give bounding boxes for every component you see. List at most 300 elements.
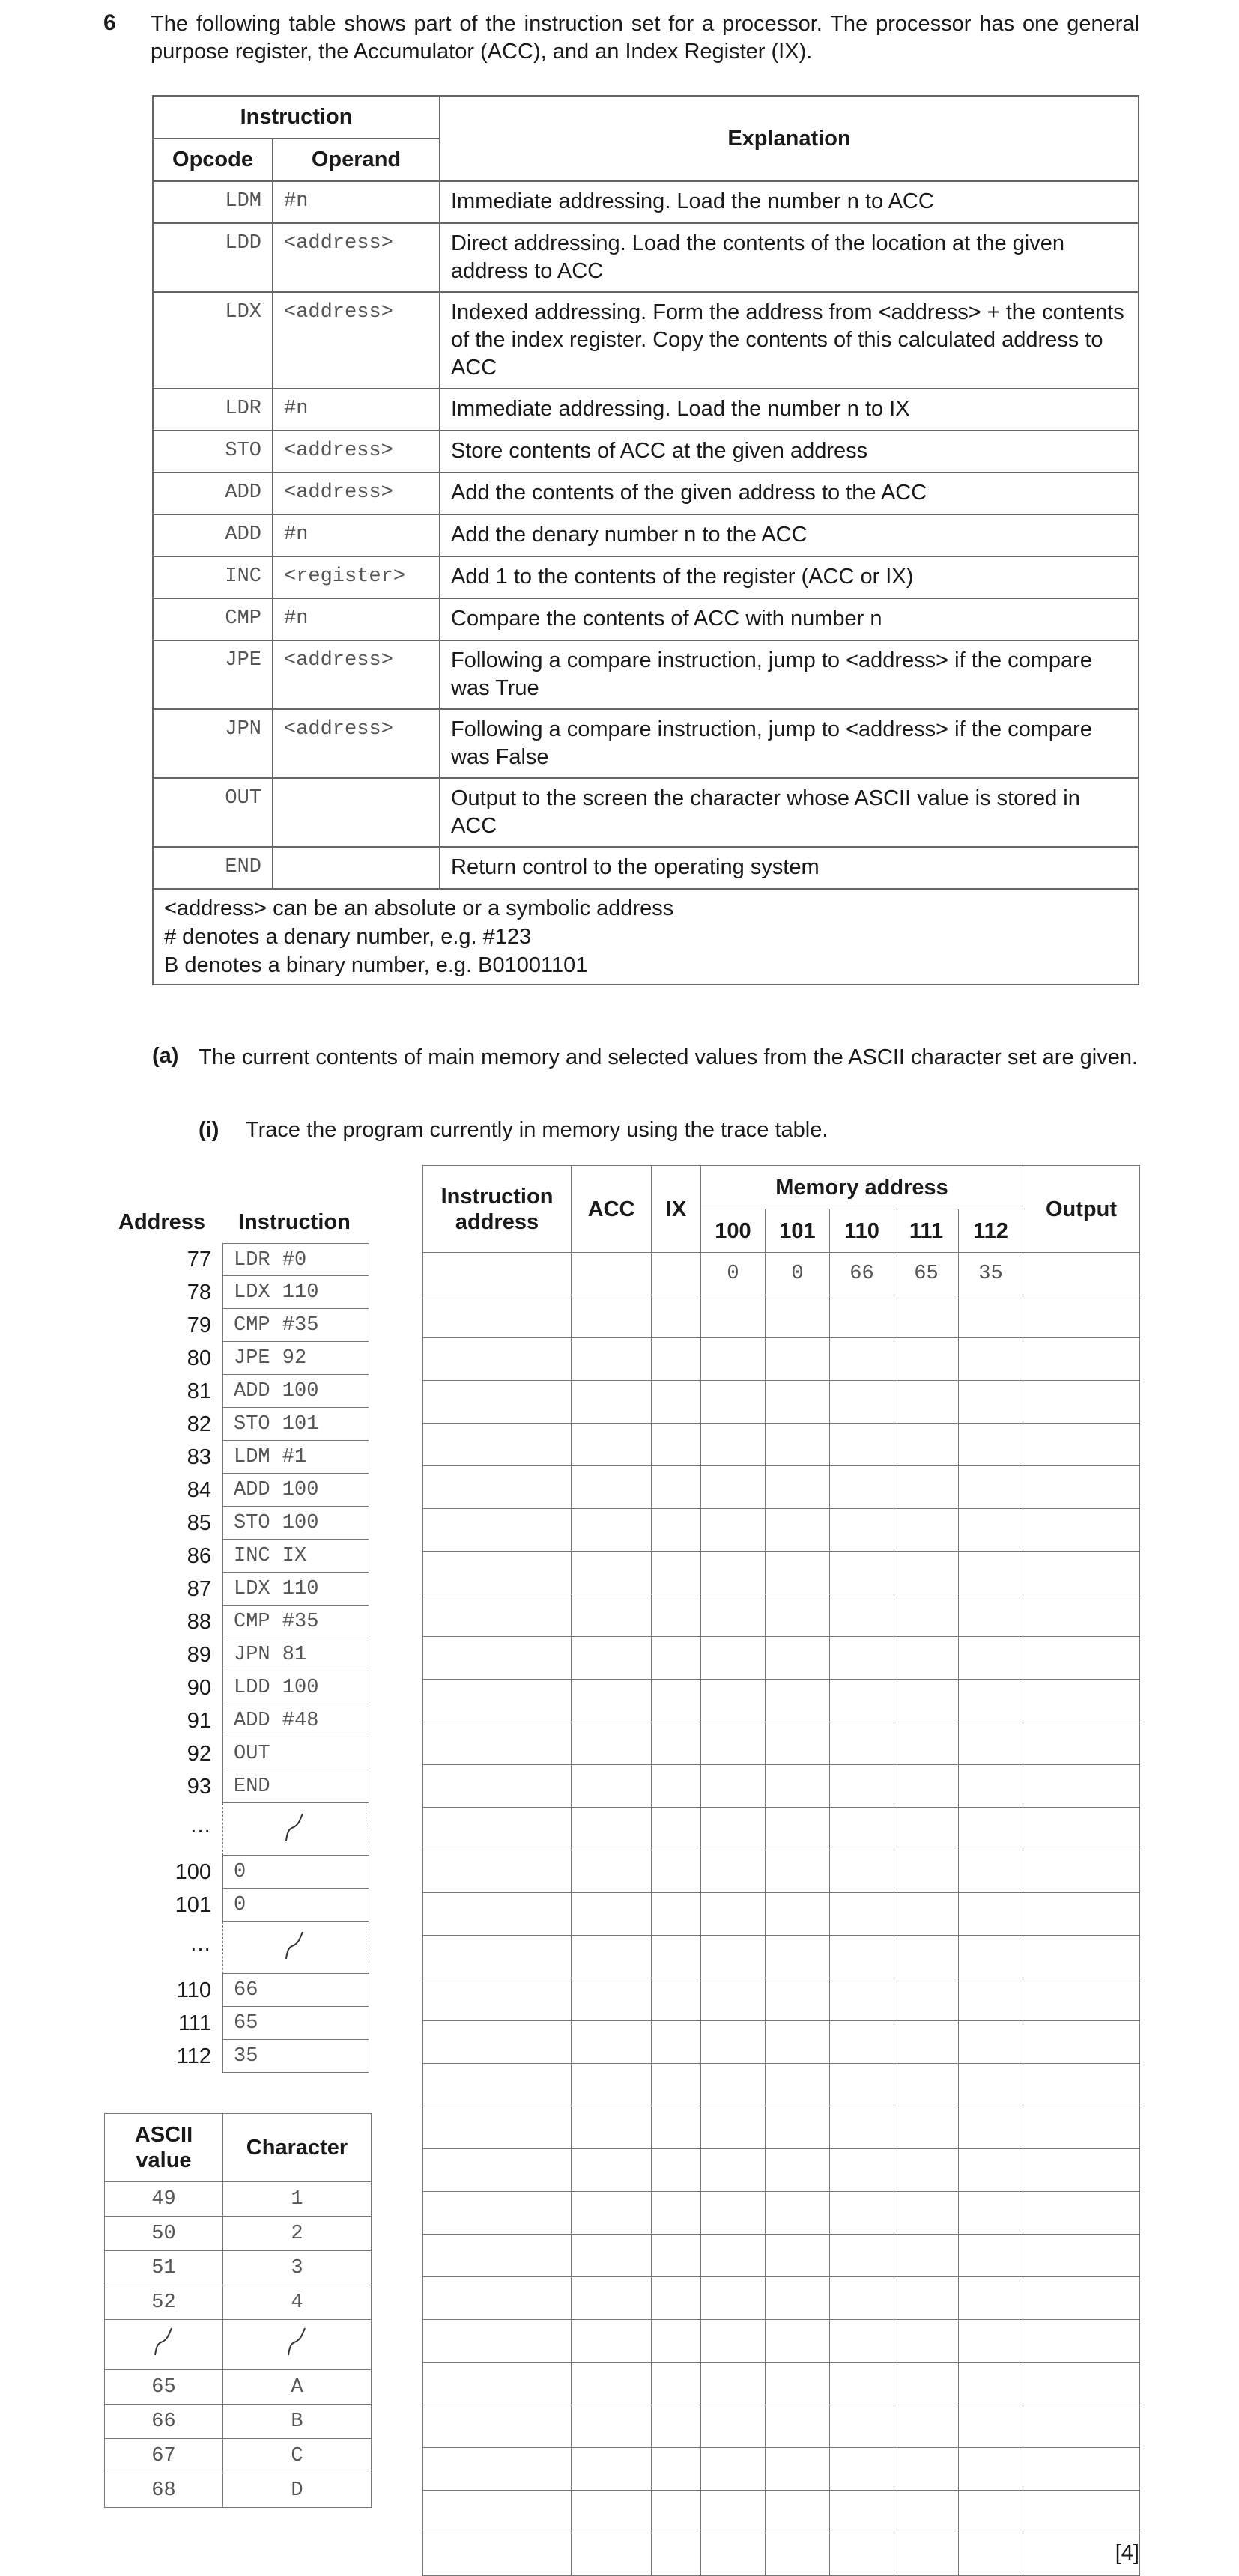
trace-cell[interactable] xyxy=(423,1466,572,1509)
trace-cell[interactable] xyxy=(701,1466,766,1509)
trace-cell[interactable] xyxy=(830,2320,894,2363)
trace-cell[interactable] xyxy=(1023,1893,1140,1936)
trace-cell[interactable]: 65 xyxy=(894,1253,959,1295)
trace-cell[interactable] xyxy=(572,1680,652,1722)
trace-cell[interactable] xyxy=(894,1680,959,1722)
trace-cell[interactable] xyxy=(1023,1552,1140,1594)
trace-cell[interactable] xyxy=(959,1850,1023,1893)
trace-cell[interactable] xyxy=(1023,1765,1140,1808)
trace-cell[interactable] xyxy=(572,1978,652,2021)
trace-cell[interactable] xyxy=(959,1637,1023,1680)
trace-cell[interactable] xyxy=(423,1552,572,1594)
trace-cell[interactable] xyxy=(701,2235,766,2277)
trace-row xyxy=(423,1680,1140,1722)
memory-column-header: 101 xyxy=(766,1209,830,1253)
trace-cell[interactable] xyxy=(423,1338,572,1381)
trace-cell[interactable] xyxy=(894,2192,959,2235)
trace-cell[interactable] xyxy=(830,1594,894,1637)
trace-cell[interactable] xyxy=(959,2491,1023,2533)
trace-cell[interactable] xyxy=(652,2064,701,2106)
trace-cell[interactable] xyxy=(652,1765,701,1808)
trace-cell[interactable] xyxy=(1023,1466,1140,1509)
trace-cell[interactable] xyxy=(652,1722,701,1765)
trace-cell[interactable] xyxy=(894,1936,959,1978)
trace-cell[interactable] xyxy=(423,2149,572,2192)
trace-cell[interactable] xyxy=(959,1680,1023,1722)
trace-cell[interactable] xyxy=(766,2405,830,2448)
trace-cell[interactable] xyxy=(652,1552,701,1594)
trace-cell[interactable] xyxy=(766,1637,830,1680)
trace-cell[interactable] xyxy=(572,2405,652,2448)
trace-cell[interactable] xyxy=(894,2235,959,2277)
trace-cell[interactable] xyxy=(1023,1936,1140,1978)
explanation-cell: Immediate addressing. Load the number n to ACC xyxy=(440,181,1139,223)
trace-cell[interactable] xyxy=(894,1722,959,1765)
trace-cell[interactable] xyxy=(572,2149,652,2192)
trace-cell[interactable] xyxy=(701,2064,766,2106)
trace-cell[interactable] xyxy=(959,2533,1023,2576)
trace-cell[interactable] xyxy=(572,2021,652,2064)
trace-cell[interactable] xyxy=(652,1295,701,1338)
trace-cell[interactable] xyxy=(701,1295,766,1338)
trace-cell[interactable] xyxy=(652,2491,701,2533)
ascii-row xyxy=(105,2217,372,2251)
trace-cell[interactable] xyxy=(830,2149,894,2192)
trace-cell[interactable] xyxy=(894,1637,959,1680)
trace-cell[interactable] xyxy=(423,2277,572,2320)
trace-cell[interactable] xyxy=(766,2064,830,2106)
trace-cell[interactable] xyxy=(766,2149,830,2192)
trace-cell[interactable] xyxy=(766,1680,830,1722)
trace-cell[interactable] xyxy=(894,1893,959,1936)
trace-cell[interactable] xyxy=(423,2405,572,2448)
trace-cell[interactable] xyxy=(701,2405,766,2448)
trace-cell[interactable] xyxy=(959,2192,1023,2235)
trace-cell[interactable] xyxy=(830,1637,894,1680)
trace-cell[interactable] xyxy=(423,1978,572,2021)
trace-cell[interactable] xyxy=(766,2106,830,2149)
trace-cell[interactable] xyxy=(1023,1978,1140,2021)
trace-cell[interactable] xyxy=(830,2192,894,2235)
trace-cell[interactable] xyxy=(572,1424,652,1466)
trace-cell[interactable] xyxy=(1023,2320,1140,2363)
trace-cell[interactable] xyxy=(652,2405,701,2448)
trace-cell[interactable] xyxy=(959,1936,1023,1978)
trace-cell[interactable] xyxy=(423,1253,572,1295)
trace-cell[interactable] xyxy=(830,1295,894,1338)
trace-cell[interactable] xyxy=(830,1680,894,1722)
trace-cell[interactable] xyxy=(894,2149,959,2192)
trace-cell[interactable] xyxy=(701,1680,766,1722)
trace-cell[interactable] xyxy=(652,1338,701,1381)
trace-cell[interactable] xyxy=(423,1722,572,1765)
trace-cell[interactable] xyxy=(652,2106,701,2149)
trace-cell[interactable] xyxy=(572,1466,652,1509)
trace-cell[interactable] xyxy=(959,1509,1023,1552)
trace-cell[interactable] xyxy=(959,1808,1023,1850)
trace-cell[interactable] xyxy=(959,1295,1023,1338)
trace-row xyxy=(423,1295,1140,1338)
trace-cell[interactable] xyxy=(1023,1338,1140,1381)
trace-cell[interactable] xyxy=(701,2491,766,2533)
trace-cell[interactable] xyxy=(830,1850,894,1893)
trace-cell[interactable] xyxy=(830,1509,894,1552)
trace-cell[interactable] xyxy=(959,1338,1023,1381)
trace-cell[interactable] xyxy=(423,1680,572,1722)
trace-cell[interactable] xyxy=(652,2448,701,2491)
trace-cell[interactable]: 35 xyxy=(959,1253,1023,1295)
trace-cell[interactable] xyxy=(701,1936,766,1978)
trace-cell[interactable] xyxy=(894,2363,959,2405)
trace-cell[interactable] xyxy=(423,1850,572,1893)
trace-cell[interactable] xyxy=(830,2064,894,2106)
trace-cell[interactable] xyxy=(959,2363,1023,2405)
trace-cell[interactable] xyxy=(1023,2277,1140,2320)
trace-cell[interactable] xyxy=(894,2533,959,2576)
trace-cell[interactable] xyxy=(766,1552,830,1594)
trace-cell[interactable] xyxy=(959,1893,1023,1936)
ascii-character: C xyxy=(223,2439,372,2473)
trace-cell[interactable] xyxy=(652,2192,701,2235)
trace-cell[interactable] xyxy=(701,1594,766,1637)
trace-cell[interactable] xyxy=(572,1295,652,1338)
trace-cell[interactable] xyxy=(1023,1850,1140,1893)
trace-cell[interactable] xyxy=(701,2277,766,2320)
trace-cell[interactable] xyxy=(572,1338,652,1381)
trace-cell[interactable] xyxy=(959,1466,1023,1509)
trace-cell[interactable] xyxy=(652,1424,701,1466)
trace-cell[interactable] xyxy=(894,1850,959,1893)
trace-cell[interactable] xyxy=(652,2235,701,2277)
trace-cell[interactable] xyxy=(572,2064,652,2106)
trace-cell[interactable] xyxy=(766,1808,830,1850)
trace-cell[interactable] xyxy=(1023,2491,1140,2533)
trace-cell[interactable] xyxy=(423,2235,572,2277)
trace-cell[interactable] xyxy=(830,1381,894,1424)
trace-cell[interactable] xyxy=(894,1338,959,1381)
trace-cell[interactable] xyxy=(1023,2235,1140,2277)
trace-cell[interactable] xyxy=(572,1765,652,1808)
trace-cell[interactable] xyxy=(572,2235,652,2277)
trace-cell[interactable] xyxy=(423,2491,572,2533)
trace-cell[interactable] xyxy=(894,2448,959,2491)
ascii-value-header: ASCII value xyxy=(105,2114,223,2182)
trace-cell[interactable] xyxy=(766,2448,830,2491)
trace-cell[interactable] xyxy=(766,1765,830,1808)
trace-cell[interactable] xyxy=(572,2448,652,2491)
trace-cell[interactable] xyxy=(701,1381,766,1424)
trace-cell[interactable] xyxy=(572,2192,652,2235)
memory-address: 90 xyxy=(187,1676,211,1700)
trace-cell[interactable] xyxy=(894,2064,959,2106)
trace-cell[interactable] xyxy=(701,2192,766,2235)
trace-cell[interactable] xyxy=(1023,1253,1140,1295)
trace-cell[interactable]: 0 xyxy=(701,1253,766,1295)
trace-cell[interactable] xyxy=(572,1552,652,1594)
trace-row xyxy=(423,1637,1140,1680)
trace-cell[interactable] xyxy=(572,1594,652,1637)
trace-cell[interactable] xyxy=(572,1808,652,1850)
trace-cell[interactable] xyxy=(652,2021,701,2064)
trace-cell[interactable] xyxy=(894,2320,959,2363)
trace-cell[interactable] xyxy=(830,2363,894,2405)
trace-cell[interactable] xyxy=(1023,2106,1140,2149)
trace-cell[interactable] xyxy=(766,1509,830,1552)
trace-cell[interactable] xyxy=(959,1765,1023,1808)
trace-cell[interactable] xyxy=(1023,2448,1140,2491)
trace-cell[interactable] xyxy=(830,2448,894,2491)
trace-cell[interactable] xyxy=(572,1637,652,1680)
trace-cell[interactable] xyxy=(766,1381,830,1424)
trace-cell[interactable] xyxy=(701,1722,766,1765)
trace-cell[interactable] xyxy=(1023,1381,1140,1424)
trace-cell[interactable] xyxy=(572,1381,652,1424)
trace-cell[interactable] xyxy=(423,2363,572,2405)
trace-cell[interactable] xyxy=(1023,1722,1140,1765)
trace-cell[interactable] xyxy=(766,1594,830,1637)
trace-cell[interactable] xyxy=(423,1893,572,1936)
trace-cell[interactable] xyxy=(423,2448,572,2491)
trace-cell[interactable] xyxy=(894,2277,959,2320)
trace-cell[interactable]: 66 xyxy=(830,1253,894,1295)
trace-cell[interactable] xyxy=(652,1466,701,1509)
trace-cell[interactable] xyxy=(830,2106,894,2149)
trace-cell[interactable] xyxy=(652,2149,701,2192)
trace-cell[interactable] xyxy=(701,2448,766,2491)
trace-cell[interactable] xyxy=(959,2064,1023,2106)
trace-cell[interactable] xyxy=(652,1381,701,1424)
trace-cell[interactable] xyxy=(701,1637,766,1680)
character-header: Character xyxy=(223,2114,372,2182)
trace-cell[interactable] xyxy=(701,1338,766,1381)
trace-cell[interactable] xyxy=(701,2021,766,2064)
trace-cell[interactable] xyxy=(766,2021,830,2064)
trace-cell[interactable] xyxy=(701,1978,766,2021)
trace-cell[interactable] xyxy=(894,2491,959,2533)
trace-cell[interactable] xyxy=(423,2021,572,2064)
memory-content: ADD 100 xyxy=(222,1375,369,1408)
trace-cell[interactable] xyxy=(423,1765,572,1808)
trace-cell[interactable] xyxy=(572,2320,652,2363)
trace-cell[interactable] xyxy=(423,1509,572,1552)
trace-cell[interactable] xyxy=(701,2533,766,2576)
trace-cell[interactable] xyxy=(652,2320,701,2363)
trace-cell[interactable] xyxy=(894,2106,959,2149)
trace-cell[interactable] xyxy=(894,1808,959,1850)
trace-cell[interactable] xyxy=(1023,2149,1140,2192)
trace-cell[interactable] xyxy=(1023,1509,1140,1552)
trace-cell[interactable] xyxy=(1023,2405,1140,2448)
trace-cell[interactable] xyxy=(652,2363,701,2405)
trace-cell[interactable] xyxy=(701,1808,766,1850)
trace-cell[interactable] xyxy=(959,2021,1023,2064)
trace-cell[interactable] xyxy=(423,1808,572,1850)
trace-cell[interactable] xyxy=(766,2192,830,2235)
trace-cell[interactable] xyxy=(894,1424,959,1466)
trace-cell[interactable] xyxy=(766,1893,830,1936)
trace-cell[interactable] xyxy=(830,1722,894,1765)
trace-cell[interactable] xyxy=(766,1722,830,1765)
trace-cell[interactable] xyxy=(830,1765,894,1808)
trace-cell[interactable] xyxy=(959,2106,1023,2149)
memory-content: LDX 110 xyxy=(222,1276,369,1309)
trace-cell[interactable] xyxy=(423,1424,572,1466)
trace-cell[interactable] xyxy=(701,1850,766,1893)
trace-cell[interactable] xyxy=(701,1552,766,1594)
trace-cell[interactable] xyxy=(572,2363,652,2405)
trace-cell[interactable] xyxy=(766,2363,830,2405)
trace-cell[interactable] xyxy=(423,1594,572,1637)
trace-cell[interactable] xyxy=(652,1680,701,1722)
trace-cell[interactable] xyxy=(894,1381,959,1424)
trace-cell[interactable] xyxy=(830,1808,894,1850)
trace-cell[interactable] xyxy=(423,1295,572,1338)
ascii-value: 49 xyxy=(105,2182,223,2217)
trace-cell[interactable] xyxy=(572,2491,652,2533)
trace-cell[interactable] xyxy=(423,2320,572,2363)
trace-cell[interactable] xyxy=(652,1978,701,2021)
trace-cell[interactable] xyxy=(830,1338,894,1381)
trace-cell[interactable] xyxy=(701,1509,766,1552)
trace-cell[interactable] xyxy=(894,1552,959,1594)
trace-cell[interactable] xyxy=(766,1338,830,1381)
trace-cell[interactable] xyxy=(766,2320,830,2363)
trace-cell[interactable] xyxy=(572,1893,652,1936)
trace-cell[interactable] xyxy=(423,1381,572,1424)
trace-cell[interactable] xyxy=(652,2533,701,2576)
trace-cell[interactable] xyxy=(701,1424,766,1466)
trace-cell[interactable] xyxy=(766,2277,830,2320)
trace-cell[interactable] xyxy=(959,1978,1023,2021)
trace-cell[interactable] xyxy=(830,2405,894,2448)
trace-cell[interactable] xyxy=(830,1978,894,2021)
explanation-cell: Return control to the operating system xyxy=(440,847,1139,889)
trace-cell[interactable] xyxy=(652,2277,701,2320)
trace-cell[interactable] xyxy=(830,2021,894,2064)
instruction-row xyxy=(153,709,1139,778)
trace-row xyxy=(423,1466,1140,1509)
trace-cell[interactable] xyxy=(572,2533,652,2576)
trace-cell[interactable] xyxy=(830,1466,894,1509)
instruction-column-header: Instruction xyxy=(238,1210,351,1234)
trace-cell[interactable] xyxy=(652,1637,701,1680)
trace-cell[interactable] xyxy=(572,1722,652,1765)
trace-cell[interactable] xyxy=(572,1850,652,1893)
trace-cell[interactable] xyxy=(423,2064,572,2106)
trace-cell[interactable] xyxy=(959,2149,1023,2192)
trace-cell[interactable] xyxy=(701,2149,766,2192)
trace-cell[interactable] xyxy=(766,1295,830,1338)
trace-cell[interactable]: 0 xyxy=(766,1253,830,1295)
trace-cell[interactable] xyxy=(766,1936,830,1978)
trace-cell[interactable] xyxy=(1023,2192,1140,2235)
trace-cell[interactable] xyxy=(766,1850,830,1893)
trace-cell[interactable] xyxy=(1023,1637,1140,1680)
trace-cell[interactable] xyxy=(894,1295,959,1338)
memory-address-header: Memory address xyxy=(701,1166,1023,1209)
trace-cell[interactable] xyxy=(701,1765,766,1808)
trace-cell[interactable] xyxy=(830,1936,894,1978)
trace-cell[interactable] xyxy=(701,2106,766,2149)
trace-cell[interactable] xyxy=(1023,1680,1140,1722)
trace-cell[interactable] xyxy=(959,2277,1023,2320)
part-i-text: Trace the program currently in memory using the trace table. xyxy=(246,1118,828,1142)
trace-cell[interactable] xyxy=(652,1936,701,1978)
trace-cell[interactable] xyxy=(894,1978,959,2021)
trace-cell[interactable] xyxy=(894,1594,959,1637)
trace-cell[interactable] xyxy=(572,2106,652,2149)
trace-cell[interactable] xyxy=(572,1936,652,1978)
trace-cell[interactable] xyxy=(959,1552,1023,1594)
trace-cell[interactable] xyxy=(766,2235,830,2277)
trace-cell[interactable] xyxy=(423,2106,572,2149)
trace-cell[interactable] xyxy=(652,1253,701,1295)
trace-cell[interactable] xyxy=(1023,2064,1140,2106)
trace-cell[interactable] xyxy=(894,1765,959,1808)
trace-cell[interactable] xyxy=(959,1594,1023,1637)
memory-address: 92 xyxy=(187,1742,211,1766)
trace-cell[interactable] xyxy=(830,1552,894,1594)
trace-cell[interactable] xyxy=(959,1381,1023,1424)
trace-cell[interactable] xyxy=(652,1850,701,1893)
trace-cell[interactable] xyxy=(959,2448,1023,2491)
trace-cell[interactable] xyxy=(830,2277,894,2320)
trace-cell[interactable] xyxy=(701,2320,766,2363)
trace-cell[interactable] xyxy=(652,1509,701,1552)
trace-cell[interactable] xyxy=(766,1466,830,1509)
trace-cell[interactable] xyxy=(1023,2363,1140,2405)
trace-cell[interactable] xyxy=(894,2021,959,2064)
trace-cell[interactable] xyxy=(652,1594,701,1637)
trace-cell[interactable] xyxy=(766,2491,830,2533)
trace-cell[interactable] xyxy=(1023,1424,1140,1466)
trace-cell[interactable] xyxy=(959,2235,1023,2277)
trace-cell[interactable] xyxy=(1023,2021,1140,2064)
trace-cell[interactable] xyxy=(894,1509,959,1552)
trace-cell[interactable] xyxy=(959,1424,1023,1466)
trace-cell[interactable] xyxy=(830,2533,894,2576)
trace-row xyxy=(423,1509,1140,1552)
trace-cell[interactable] xyxy=(766,2533,830,2576)
trace-cell[interactable] xyxy=(959,2320,1023,2363)
trace-cell[interactable] xyxy=(830,2491,894,2533)
trace-cell[interactable] xyxy=(1023,1295,1140,1338)
trace-cell[interactable] xyxy=(572,2277,652,2320)
trace-cell[interactable] xyxy=(423,2192,572,2235)
trace-cell[interactable] xyxy=(766,1978,830,2021)
trace-cell[interactable] xyxy=(701,1893,766,1936)
trace-cell[interactable] xyxy=(894,2405,959,2448)
trace-cell[interactable] xyxy=(959,2405,1023,2448)
trace-cell[interactable] xyxy=(423,1936,572,1978)
trace-cell[interactable] xyxy=(572,1253,652,1295)
trace-cell[interactable] xyxy=(830,2235,894,2277)
trace-cell[interactable] xyxy=(830,1893,894,1936)
trace-cell[interactable] xyxy=(894,1466,959,1509)
trace-cell[interactable] xyxy=(423,2533,572,2576)
trace-cell[interactable] xyxy=(652,1893,701,1936)
trace-cell[interactable] xyxy=(423,1637,572,1680)
trace-cell[interactable] xyxy=(830,1424,894,1466)
trace-cell[interactable] xyxy=(1023,1808,1140,1850)
trace-cell[interactable] xyxy=(701,2363,766,2405)
trace-cell[interactable] xyxy=(652,1808,701,1850)
trace-cell[interactable] xyxy=(766,1424,830,1466)
trace-cell[interactable] xyxy=(572,1509,652,1552)
trace-row xyxy=(423,1765,1140,1808)
trace-cell[interactable] xyxy=(959,1722,1023,1765)
trace-cell[interactable] xyxy=(1023,1594,1140,1637)
